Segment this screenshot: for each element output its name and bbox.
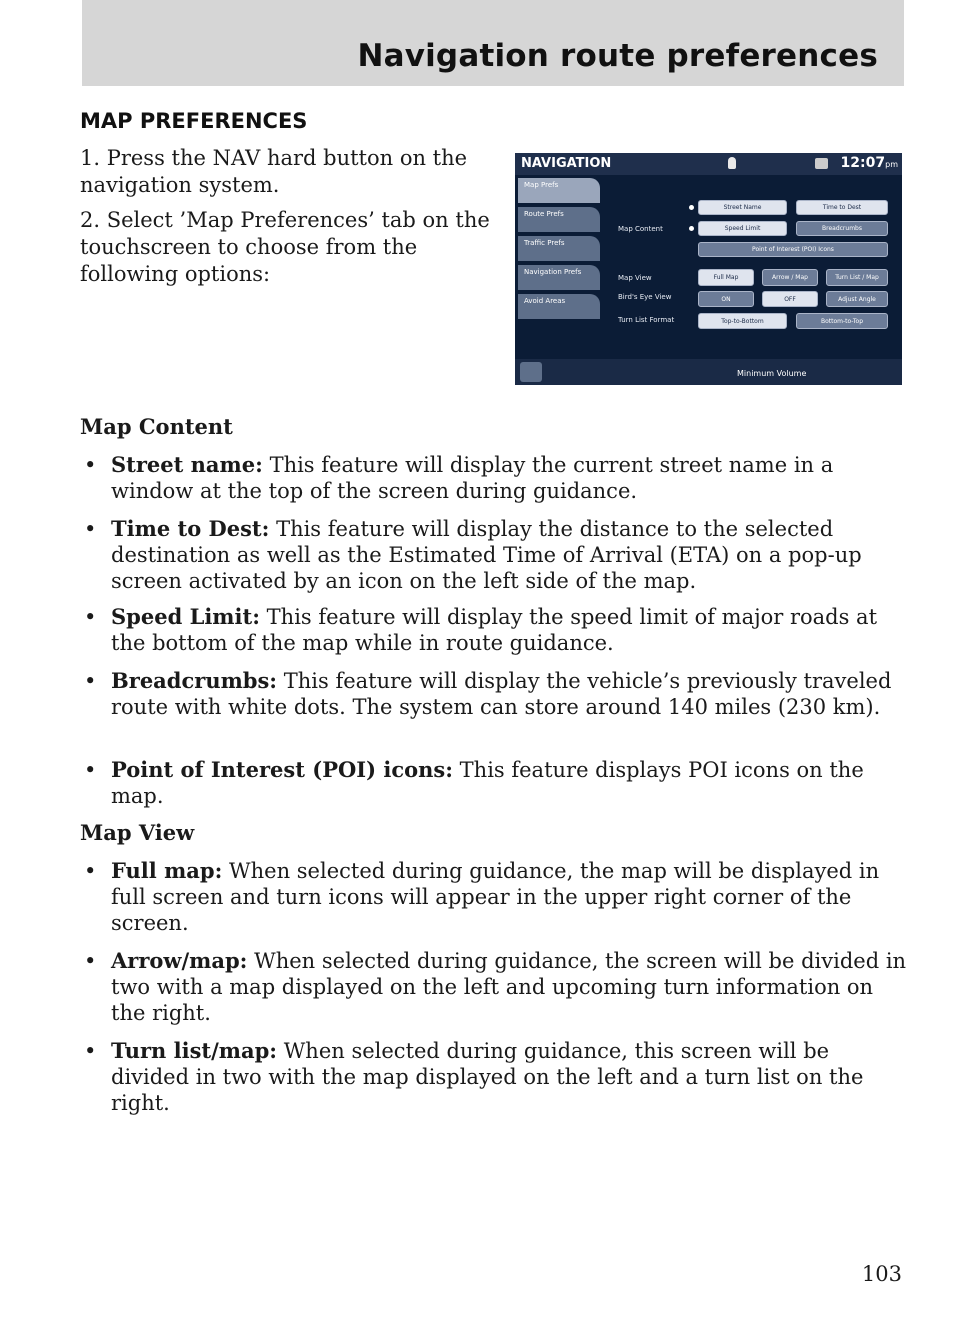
nav-label-turn-list: Turn List Format <box>618 316 675 324</box>
bullet-term: Time to Dest: <box>111 516 270 541</box>
step-1: 1. Press the NAV hard button on the navigation system. <box>80 146 468 197</box>
nav-btn-speed-limit: Speed Limit <box>698 221 787 236</box>
nav-label-map-content: Map Content <box>618 225 663 233</box>
bullet-term: Speed Limit: <box>111 604 260 629</box>
nav-tab-avoid-areas: Avoid Areas <box>518 294 600 319</box>
bullet-term: Arrow/map: <box>111 948 248 973</box>
nav-btn-top-to-bottom: Top-to-Bottom <box>698 313 787 329</box>
nav-dot-1 <box>689 205 694 210</box>
home-icon <box>520 362 542 382</box>
nav-btn-turn-list-map: Turn List / Map <box>826 269 888 286</box>
bullet-text: When selected during guidance, the screen will be divided in two with a map displayed on the left and upcoming turn information on the right. <box>111 949 907 1025</box>
navigation-screen-figure <box>515 153 902 385</box>
nav-btn-time-to-dest: Time to Dest <box>796 200 888 215</box>
bullet-term: Breadcrumbs: <box>111 668 278 693</box>
nav-clock-suffix: pm <box>885 160 898 169</box>
bullet-icon: • <box>84 859 97 883</box>
nav-btn-street-name: Street Name <box>698 200 787 215</box>
signal-icon <box>815 158 828 169</box>
map-view-heading: Map View <box>80 820 195 845</box>
nav-bottom-bar <box>515 359 902 385</box>
nav-tab-navigation-prefs: Navigation Prefs <box>518 265 600 290</box>
page-header <box>82 0 904 86</box>
page-header-title: Navigation route preferences <box>357 38 878 74</box>
nav-volume-label: Minimum Volume <box>737 369 807 378</box>
bullet-text: This feature will display the current street name in a window at the top of the screen during guidance. <box>111 453 834 503</box>
nav-btn-full-map: Full Map <box>698 269 754 286</box>
bullet-text: This feature will display the distance to the selected destination as well as the Estimated Time of Arrival (ETA) on a pop-up screen activated by an icon on the left side of the map. <box>111 517 862 593</box>
nav-btn-on: ON <box>698 291 754 307</box>
bullet-text: This feature will display the speed limit of major roads at the bottom of the map while in route guidance. <box>111 605 878 655</box>
bullet-term: Turn list/map: <box>111 1038 278 1063</box>
bullet-icon: • <box>84 669 97 693</box>
bullet-term: Street name: <box>111 452 263 477</box>
section-heading: MAP PREFERENCES <box>80 109 308 133</box>
nav-btn-breadcrumbs: Breadcrumbs <box>796 221 888 236</box>
nav-btn-bottom-to-top: Bottom-to-Top <box>796 313 888 329</box>
nav-tab-map-prefs: Map Prefs <box>518 178 600 203</box>
bullet-text: This feature will display the vehicle’s previously traveled route with white dots. The system can store around 140 miles (230 km). <box>111 669 892 719</box>
nav-title-bar <box>515 153 902 175</box>
page-number: 103 <box>861 1262 902 1286</box>
nav-title: NAVIGATION <box>521 156 612 171</box>
nav-tab-traffic-prefs: Traffic Prefs <box>518 236 600 261</box>
nav-btn-arrow-map: Arrow / Map <box>762 269 818 286</box>
nav-label-map-view: Map View <box>618 274 652 282</box>
nav-btn-adjust-angle: Adjust Angle <box>826 291 888 307</box>
nav-label-birds-eye: Bird's Eye View <box>618 293 672 301</box>
nav-btn-poi-icons: Point of Interest (POI) Icons <box>698 242 888 257</box>
nav-clock-time: 12:07 <box>840 155 886 171</box>
step-2: 2. Select ’Map Preferences’ tab on the touchscreen to choose from the following options: <box>80 208 490 286</box>
bullet-text: When selected during guidance, this screen will be divided in two with the map displayed on the left and a turn list on the right. <box>111 1039 864 1115</box>
bullet-text: When selected during guidance, the map will be displayed in full screen and turn icons will appear in the upper right corner of the screen. <box>111 859 880 935</box>
bullet-icon: • <box>84 758 97 782</box>
bullet-icon: • <box>84 453 97 477</box>
bullet-icon: • <box>84 605 97 629</box>
nav-clock <box>841 155 898 171</box>
map-content-heading: Map Content <box>80 414 233 439</box>
gps-icon <box>728 157 736 169</box>
nav-tab-route-prefs: Route Prefs <box>518 207 600 232</box>
bullet-icon: • <box>84 517 97 541</box>
bullet-term: Point of Interest (POI) icons: <box>111 757 453 782</box>
nav-dot-2 <box>689 226 694 231</box>
bullet-text: This feature displays POI icons on the map. <box>111 758 864 808</box>
bullet-icon: • <box>84 949 97 973</box>
nav-btn-off: OFF <box>762 291 818 307</box>
bullet-icon: • <box>84 1039 97 1063</box>
bullet-term: Full map: <box>111 858 223 883</box>
